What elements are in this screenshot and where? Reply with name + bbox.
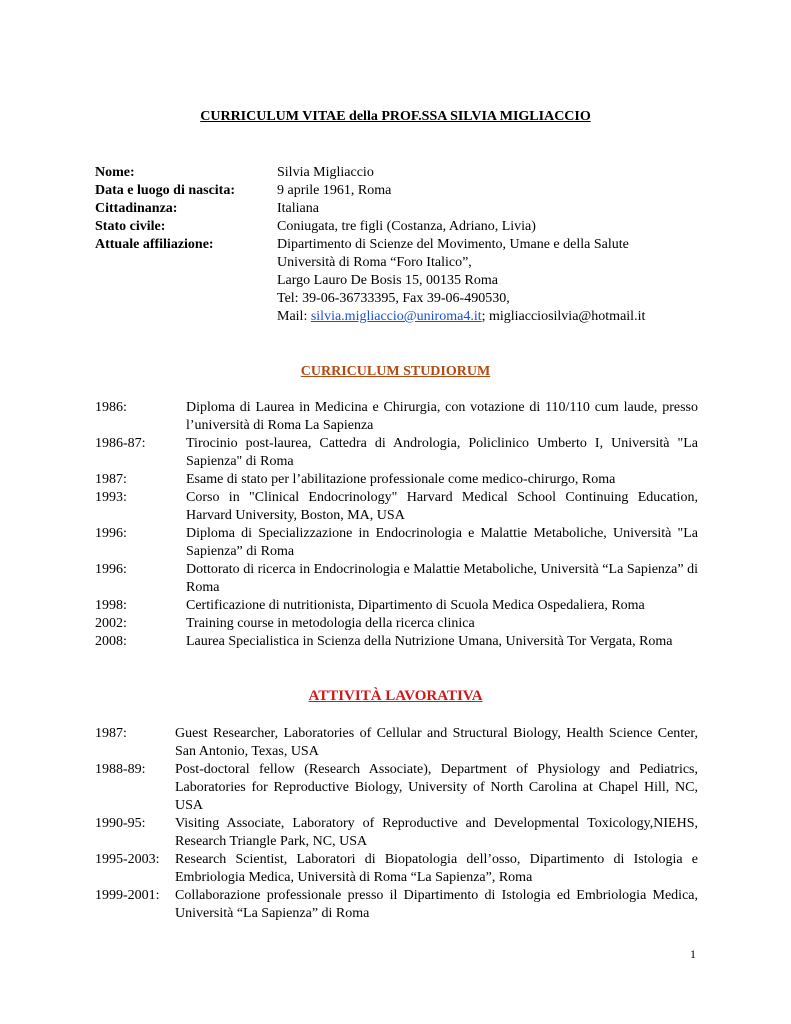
status-value: Coniugata, tre figli (Costanza, Adriano, Livia) xyxy=(277,219,536,234)
personal-info xyxy=(95,164,725,326)
entry-text: Visiting Associate, Laboratory of Reproductive and Developmental Toxicology,NIEHS, Research Triangle Park, NC, USA xyxy=(175,816,698,849)
list-item xyxy=(95,399,698,435)
lavorativa-list xyxy=(95,725,698,923)
list-item xyxy=(95,561,698,597)
entry-year: 1995-2003: xyxy=(95,852,160,867)
entry-year: 2002: xyxy=(95,616,127,631)
citizenship-row xyxy=(95,200,725,218)
document-title: CURRICULUM VITAE della PROF.SSA SILVIA MIGLIACCIO xyxy=(200,109,591,124)
entry-text: Guest Researcher, Laboratories of Cellular and Structural Biology, Health Science Center, San Antonio, Texas, USA xyxy=(175,726,698,759)
email-link[interactable]: silvia.migliaccio@uniroma4.it xyxy=(310,309,482,324)
entry-text: Training course in metodologia della ricerca clinica xyxy=(186,616,475,631)
name-row xyxy=(95,164,725,182)
affiliation-line: Università di Roma “Foro Italico”, xyxy=(277,255,472,270)
affiliation-row xyxy=(95,236,725,254)
status-label: Stato civile: xyxy=(95,219,166,234)
studiorum-heading: CURRICULUM STUDIORUM xyxy=(300,364,491,379)
entry-year: 1987: xyxy=(95,726,127,741)
list-item xyxy=(95,597,698,615)
affiliation-line: Largo Lauro De Bosis 15, 00135 Roma xyxy=(277,273,498,288)
citizenship-value: Italiana xyxy=(277,201,319,216)
entry-year: 1986-87: xyxy=(95,436,146,451)
name-value: Silvia Migliaccio xyxy=(277,165,374,180)
entry-year: 1986: xyxy=(95,400,127,415)
affiliation-line: Tel: 39-06-36733395, Fax 39-06-490530, xyxy=(277,291,510,306)
list-item xyxy=(95,633,698,651)
list-item xyxy=(95,471,698,489)
entry-year: 1999-2001: xyxy=(95,888,160,903)
citizenship-label: Cittadinanza: xyxy=(95,201,178,216)
entry-text: Research Scientist, Laboratori di Biopatologia dell’osso, Dipartimento di Istologia e Embriologia Medica, Università di Roma “La Sapienza”, Roma xyxy=(175,852,698,885)
mail-line xyxy=(277,308,725,326)
entry-year: 1998: xyxy=(95,598,127,613)
entry-year: 1990-95: xyxy=(95,816,146,831)
list-item xyxy=(95,435,698,471)
list-item xyxy=(95,851,698,887)
mail-prefix: Mail: xyxy=(277,309,311,324)
list-item xyxy=(95,761,698,815)
list-item xyxy=(95,815,698,851)
entry-year: 1996: xyxy=(95,562,127,577)
name-label: Nome: xyxy=(95,165,135,180)
entry-year: 2008: xyxy=(95,634,127,649)
entry-text: Diploma di Laurea in Medicina e Chirurgia, con votazione di 110/110 cum laude, presso l’università di Roma La Sapienza xyxy=(186,400,698,433)
entry-text: Collaborazione professionale presso il Dipartimento di Istologia ed Embriologia Medica, Università “La Sapienza” di Roma xyxy=(175,888,698,921)
entry-year: 1987: xyxy=(95,472,127,487)
entry-text: Certificazione di nutritionista, Dipartimento di Scuola Medica Ospedaliera, Roma xyxy=(186,598,645,613)
page-number: 1 xyxy=(690,947,696,961)
birth-label: Data e luogo di nascita: xyxy=(95,183,235,198)
entry-year: 1988-89: xyxy=(95,762,146,777)
studiorum-list xyxy=(95,399,698,651)
entry-text: Tirocinio post-laurea, Cattedra di Andrologia, Policlinico Umberto I, Università "La Sapienza" di Roma xyxy=(186,436,698,469)
entry-text: Corso in "Clinical Endocrinology" Harvard Medical School Continuing Education, Harvard University, Boston, MA, USA xyxy=(186,490,698,523)
entry-year: 1993: xyxy=(95,490,127,505)
status-row xyxy=(95,218,725,236)
birth-value: 9 aprile 1961, Roma xyxy=(277,183,392,198)
list-item xyxy=(95,887,698,923)
entry-text: Esame di stato per l’abilitazione professionale come medico-chirurgo, Roma xyxy=(186,472,616,487)
mail-suffix: ; migliacciosilvia@hotmail.it xyxy=(481,309,646,324)
entry-text: Diploma di Specializzazione in Endocrinologia e Malattie Metaboliche, Università "La Sapienza” di Roma xyxy=(186,526,698,559)
affiliation-label: Attuale affiliazione: xyxy=(95,237,214,252)
entry-text: Dottorato di ricerca in Endocrinologia e Malattie Metaboliche, Università “La Sapienza” di Roma xyxy=(186,562,698,595)
list-item xyxy=(95,489,698,525)
list-item xyxy=(95,615,698,633)
list-item xyxy=(95,725,698,761)
entry-year: 1996: xyxy=(95,526,127,541)
birth-row xyxy=(95,182,725,200)
entry-text: Laurea Specialistica in Scienza della Nutrizione Umana, Università Tor Vergata, Roma xyxy=(186,634,673,649)
lavorativa-heading: ATTIVITÀ LAVORATIVA xyxy=(308,688,483,704)
entry-text: Post-doctoral fellow (Research Associate), Department of Physiology and Pediatrics, Laboratories for Reproductive Biology, University of North Carolina at Chapel Hill, NC, USA xyxy=(175,762,698,813)
list-item xyxy=(95,525,698,561)
affiliation-line: Dipartimento di Scienze del Movimento, Umane e della Salute xyxy=(277,237,629,252)
